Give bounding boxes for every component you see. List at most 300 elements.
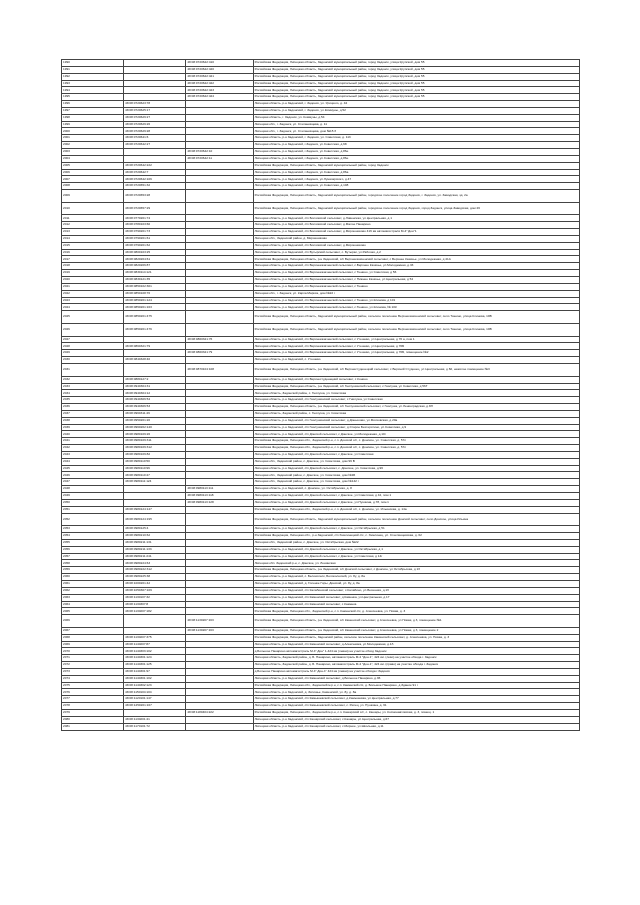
premise-cadastral-number-cell — [186, 121, 253, 128]
premise-cadastral-number-cell — [186, 655, 253, 662]
address-cell: Липецкая область, р-н Задонский, с/п Верхнеказаченский сельсовет, с Тюнино, ул.Клинова, д 101 — [253, 297, 579, 304]
cadastral-number-cell: 48:08:0720657:29 — [124, 202, 186, 215]
premise-cadastral-number-cell — [186, 539, 253, 546]
address-cell: Липецкая область, р-н Задонский, с/п Болховской сельсовет, д.Мирошниково 416 км автомагистраля М-4" Дон"1 — [253, 229, 579, 236]
row-number-cell: 2026 — [62, 323, 124, 336]
table-row — [62, 142, 580, 149]
cadastral-number-cell: 48:08:1140207:87 — [124, 641, 186, 648]
address-cell: Российская Федерация, Липецкая область, Задонский район, сельское поселение Каменский сельсовет, д. Алексеевка, ул. Новая, д. 3 — [253, 634, 579, 641]
address-cell: Российская Федерация, Липецкая область, Задонский муниципальный район, город Задонск, улица Крупской, дом 55 — [253, 66, 579, 73]
cadastral-number-cell: 48:08:0850108:76 — [124, 290, 186, 297]
premise-cadastral-number-cell — [186, 594, 253, 601]
premise-cadastral-number-cell — [186, 229, 253, 236]
premise-cadastral-number-cell — [186, 703, 253, 710]
premise-cadastral-number-cell: 48:08:1180404:222 — [186, 710, 253, 717]
row-number-cell: 2029 — [62, 350, 124, 357]
row-number-cell: 2012 — [62, 222, 124, 229]
table-row — [62, 513, 580, 526]
row-number-cell: 2023 — [62, 297, 124, 304]
cadastral-number-cell: 48:08:1130107:32 — [124, 594, 186, 601]
row-number-cell: 2046 — [62, 472, 124, 479]
row-number-cell: 2019 — [62, 270, 124, 277]
address-cell: Российская Федерация, Липецкая область, Задонский муниципальный район, городское поселение город Задонск, г. Задонск, ул. Заводская, зд. 2а — [253, 190, 579, 203]
cadastral-number-cell: 48:08:1140301:124 — [124, 655, 186, 662]
row-number-cell: 2067 — [62, 627, 124, 634]
premise-cadastral-number-cell — [186, 235, 253, 242]
row-number-cell: 2041 — [62, 438, 124, 445]
cadastral-number-cell: 48:08:1130207:375 — [124, 634, 186, 641]
premise-cadastral-number-cell — [186, 323, 253, 336]
row-number-cell: 2007 — [62, 176, 124, 183]
premise-cadastral-number-cell — [186, 526, 253, 533]
table-row — [62, 290, 580, 297]
cadastral-number-cell: 48:08:1140301:97 — [124, 668, 186, 675]
row-number-cell: 2075 — [62, 682, 124, 689]
table-row — [62, 479, 580, 486]
cadastral-number-cell: 48:08:0980210:62 — [124, 533, 186, 540]
cadastral-number-cell: 48:08:1050307:109 — [124, 587, 186, 594]
row-number-cell: 2045 — [62, 465, 124, 472]
cadastral-number-cell — [124, 94, 186, 101]
cadastral-number-cell: 48:08:0980110:50 — [124, 458, 186, 465]
table-row — [62, 526, 580, 533]
row-number-cell: 2004 — [62, 155, 124, 162]
table-row — [62, 641, 580, 648]
premise-cadastral-number-cell — [186, 682, 253, 689]
row-number-cell: 1998 — [62, 114, 124, 121]
row-number-cell: 2056 — [62, 546, 124, 553]
row-number-cell: 2062 — [62, 587, 124, 594]
row-number-cell: 2013 — [62, 229, 124, 236]
table-row — [62, 311, 580, 324]
row-number-cell: 2031 — [62, 363, 124, 376]
premise-cadastral-number-cell — [186, 567, 253, 574]
premise-cadastral-number-cell — [186, 601, 253, 608]
row-number-cell: 2071 — [62, 655, 124, 662]
table-row — [62, 682, 580, 689]
row-number-cell: 2073 — [62, 668, 124, 675]
row-number-cell: 2015 — [62, 242, 124, 249]
premise-cadastral-number-cell: 48:08:0980113:128 — [186, 499, 253, 506]
cadastral-number-cell — [124, 627, 186, 634]
row-number-cell: 2064 — [62, 601, 124, 608]
cadastral-number-cell: 48:08:0980211:241 — [124, 553, 186, 560]
premise-cadastral-number-cell: 48:08:0870104:108 — [186, 363, 253, 376]
table-row — [62, 451, 580, 458]
premise-cadastral-number-cell — [186, 553, 253, 560]
cadastral-number-cell: 48:08:0830121:35 — [124, 277, 186, 284]
row-number-cell: 2042 — [62, 445, 124, 452]
address-cell: Российская Федерация, Липецкая область, р-н Задонский, с/п Верхнеказаченский сельсовет, с Верхнее Казачье, ул Молодежная, д 41А — [253, 256, 579, 263]
row-number-cell: 2028 — [62, 343, 124, 350]
address-cell: Липецкая область, р-н Задонский, с/п Верхнеказаченский сельсовет, с Утешево, ул Центральная, д 70Б, помещение №2 — [253, 350, 579, 357]
address-cell: Российская Федерация, Липецкая обл., Задонский м.р.н, с.п. Каменский с/с, д. Большое Панарино, д.Здание 91 г — [253, 682, 579, 689]
table-row — [62, 390, 580, 397]
table-row — [62, 696, 580, 703]
premise-cadastral-number-cell — [186, 417, 253, 424]
premise-cadastral-number-cell — [186, 662, 253, 669]
row-number-cell: 2049 — [62, 493, 124, 500]
cadastral-number-cell: 48:08:0960311:49 — [124, 410, 186, 417]
table-row — [62, 135, 580, 142]
cadastral-number-cell: 48:08:0980211:131 — [124, 539, 186, 546]
table-row — [62, 594, 580, 601]
address-cell: Российская Федерация, Липецкая область, Задонский муниципальный район, сельское поселение Верхнеказаченский сельсовет, село Тюнино, улица Клинова, 10В — [253, 323, 579, 336]
property-table-body — [62, 60, 580, 731]
premise-cadastral-number-cell — [186, 183, 253, 190]
table-row — [62, 256, 580, 263]
cadastral-number-cell: 48:08:0980109:312 — [124, 445, 186, 452]
address-cell: Липецкая область, р-н Задонский, г.Задонск, ул.Луначарского, д.47 — [253, 176, 579, 183]
address-cell: Липецкая область, р-н Задонский, с/п Донской сельсовет, с Донское, ул.Молодежная, д.10г — [253, 431, 579, 438]
table-row — [62, 445, 580, 452]
address-cell: Липецкая область, р-н Задонский, с/п Болховской сельсовет, д.Ливенская, ул.Центральная, д.1 — [253, 215, 579, 222]
cadastral-number-cell: 48:08:0980125:4 — [124, 526, 186, 533]
row-number-cell: 2052 — [62, 513, 124, 526]
address-cell: Липецкая область, р-н Задонский, с/п Донской сельсовет, с Донское, ул Октябрьская, д 51 — [253, 526, 579, 533]
premise-cadastral-number-cell — [186, 668, 253, 675]
cadastral-number-cell — [124, 363, 186, 376]
cadastral-number-cell: 48:08:0720653:28 — [124, 190, 186, 203]
row-number-cell: 2051 — [62, 506, 124, 513]
row-number-cell: 2050 — [62, 499, 124, 506]
cadastral-number-cell — [124, 155, 186, 162]
premise-cadastral-number-cell: 48:08:0980113:118 — [186, 493, 253, 500]
document-page — [61, 59, 580, 731]
table-row — [62, 229, 580, 236]
premise-cadastral-number-cell — [186, 256, 253, 263]
table-row — [62, 304, 580, 311]
cadastral-number-cell: 48:08:0720651:32 — [124, 183, 186, 190]
cadastral-number-cell: 48:08:0950201:20 — [124, 417, 186, 424]
address-cell: Липецкая область, Задонский район, д. Б. Панарино, автомагистраль М-4 "Дон-1", 424 км. (право) на участке обхода г. Задонск — [253, 662, 579, 669]
row-number-cell: 2043 — [62, 451, 124, 458]
premise-cadastral-number-cell — [186, 202, 253, 215]
address-cell: Российская Федерация, Липецкая обл., р-н Задонский, с/п Хмелинецкий с/с, с. Хмелинец, ул. Стеклянцевская, д. 62 — [253, 533, 579, 540]
cadastral-number-cell: 48:08:0720642:222 — [124, 162, 186, 169]
row-number-cell: 2039 — [62, 424, 124, 431]
cadastral-number-cell: 48:08:0980124:147 — [124, 506, 186, 513]
address-cell: Липецкая область, р-н Задонский, с/п Калабинский сельсовет, с.Калабино, ул.Весенняя, д.1б — [253, 587, 579, 594]
table-row — [62, 675, 580, 682]
premise-cadastral-number-cell — [186, 472, 253, 479]
row-number-cell: 1996 — [62, 101, 124, 108]
table-row — [62, 215, 580, 222]
cadastral-number-cell — [124, 73, 186, 80]
premise-cadastral-number-cell — [186, 648, 253, 655]
address-cell: Липецкая область, р-н Задонский, д. Голенке Горы, Донской, ул. 8у, д. 8а — [253, 580, 579, 587]
cadastral-number-cell: 48:08:0940306:53 — [124, 404, 186, 411]
address-cell: Липецкая обл., г. Задонск, ул. Карла Маркса, дом №22 г — [253, 290, 579, 297]
table-row — [62, 376, 580, 383]
premise-cadastral-number-cell — [186, 404, 253, 411]
row-number-cell: 2011 — [62, 215, 124, 222]
table-row — [62, 270, 580, 277]
premise-cadastral-number-cell — [186, 304, 253, 311]
address-cell: Липецкая область, р-н Задонский, г. Задонск, ул. Урицкого, д. 42 — [253, 101, 579, 108]
premise-cadastral-number-cell — [186, 479, 253, 486]
row-number-cell: 2080 — [62, 716, 124, 723]
row-number-cell: 1991 — [62, 66, 124, 73]
table-row — [62, 472, 580, 479]
address-cell: Липецкая область, р-н Задонский, с/п Донской сельсовет, с Донское, ул Советская — [253, 451, 579, 458]
premise-cadastral-number-cell: 48:08:0720622:423 — [186, 87, 253, 94]
row-number-cell: 2021 — [62, 283, 124, 290]
table-row — [62, 560, 580, 567]
cadastral-number-cell: 48:08:0840328:40 — [124, 357, 186, 364]
row-number-cell: 1999 — [62, 121, 124, 128]
cadastral-number-cell — [124, 499, 186, 506]
address-cell: Липецкая область, р-н Задонский, с/п Кашарский сельсовет, с.Мирное, ул.Школьная, д.11 — [253, 723, 579, 730]
address-cell: Липецкая область, р-н Задонский, с/п Каменский сельсовет, д.Каменка, ул.Центральная, д.17 — [253, 594, 579, 601]
premise-cadastral-number-cell: 48:08:0720622:422 — [186, 80, 253, 87]
row-number-cell: 2017 — [62, 256, 124, 263]
cadastral-number-cell: 48:08:0720629:26 — [124, 121, 186, 128]
cadastral-number-cell: 48:08:0720641:6 — [124, 135, 186, 142]
table-row — [62, 397, 580, 404]
table-row — [62, 574, 580, 581]
cadastral-number-cell: 48:08:1130207:182 — [124, 608, 186, 615]
row-number-cell: 2016 — [62, 249, 124, 256]
premise-cadastral-number-cell — [186, 634, 253, 641]
table-row — [62, 424, 580, 431]
row-number-cell: 2040 — [62, 431, 124, 438]
cadastral-number-cell — [124, 486, 186, 493]
address-cell: д.Большое Панарино автомагистраль М-4" Дон" 1-424 км (левая) на участке обход Задонск — [253, 648, 579, 655]
premise-cadastral-number-cell — [186, 242, 253, 249]
address-cell: Липецкая область, р-н Задонский, с/п Каменский сельсовет, д.Алексеевка, ул.Молодежная, д.1б — [253, 641, 579, 648]
cadastral-number-cell: 48:08:1150104:104 — [124, 689, 186, 696]
address-cell: Липецкая обл., г. Задонск, ул. Степановцева, д. 11 — [253, 121, 579, 128]
cadastral-number-cell: 48:08:1140301:125 — [124, 662, 186, 669]
address-cell: Липецкая область, р-н Задонский, с/п Кашарский сельсовет, с.Кашары, ул.Центральная, д.67 — [253, 716, 579, 723]
table-row — [62, 580, 580, 587]
address-cell: Липецкая область, р-н Задонский, г.Задонск, ул.Советская, д.108 — [253, 183, 579, 190]
row-number-cell: 2014 — [62, 235, 124, 242]
cadastral-number-cell: 48:08:0940304:31 — [124, 383, 186, 390]
address-cell: Липецкая область, р-н Задонский, с/п Болховской сельсовет, д.Малое Панарино — [253, 222, 579, 229]
cadastral-number-cell: 48:08:0850201:163 — [124, 304, 186, 311]
row-number-cell: 2047 — [62, 479, 124, 486]
table-row — [62, 533, 580, 540]
cadastral-number-cell: 48:08:0850201:476 — [124, 323, 186, 336]
row-number-cell: 2002 — [62, 142, 124, 149]
premise-cadastral-number-cell — [186, 675, 253, 682]
premise-cadastral-number-cell — [186, 222, 253, 229]
address-cell: Российская Федерация, Липецкая область, р-н Задонский, с/п Донской сельсовет, с Донское, ул Октябрьская, д 1б — [253, 567, 579, 574]
premise-cadastral-number-cell — [186, 311, 253, 324]
cadastral-number-cell: 48:08:0820204:61 — [124, 256, 186, 263]
row-number-cell: 2000 — [62, 128, 124, 135]
table-row — [62, 176, 580, 183]
table-row — [62, 114, 580, 121]
cadastral-number-cell: 48:08:0980110:47 — [124, 472, 186, 479]
cadastral-number-cell: 48:08:0980225:38 — [124, 574, 186, 581]
address-cell: Российская Федерация, Липецкая область, р-н Задонский, с/п Гнилушинский сельсовет, с Гнилуша, ул.Ленинградская, д.8Л — [253, 404, 579, 411]
table-row — [62, 263, 580, 270]
table-row — [62, 383, 580, 390]
cadastral-number-cell — [124, 148, 186, 155]
table-row — [62, 465, 580, 472]
table-row — [62, 66, 580, 73]
address-cell: Липецкая область, г. Задонск, ул. Коммуны, д.54 — [253, 114, 579, 121]
row-number-cell: 2069 — [62, 641, 124, 648]
table-row — [62, 615, 580, 628]
table-row — [62, 121, 580, 128]
address-cell: Липецкая область, р-н Задонский, с/п Донской сельсовет, с Донское, ул Советская, д 42, пом 1 — [253, 493, 579, 500]
cadastral-number-cell: 48:08:1170101:72 — [124, 723, 186, 730]
address-cell: Липецкая обл., Задонский район, с. Донское, ул. Советская, дом №142 г — [253, 479, 579, 486]
premise-cadastral-number-cell: 48:08:0720622:421 — [186, 73, 253, 80]
premise-cadastral-number-cell: 48:08:0720622:410 — [186, 60, 253, 67]
premise-cadastral-number-cell: 48:08:1130207:163 — [186, 615, 253, 628]
address-cell: Липецкая область, р-н Задонский, с/п Каменский сельсовет, с Каменка — [253, 601, 579, 608]
table-row — [62, 60, 580, 67]
address-cell: Российская Федерация, Липецкая область, р-н Задонский, с/п Каменский сельсовет, д Алексеевка, ул Новая, д 3, помещение 2 — [253, 627, 579, 634]
address-cell: Липецкая область, р-н Задонский, с/п Каменский сельсовет, д.Большое Панарино, д.96 — [253, 675, 579, 682]
table-row — [62, 587, 580, 594]
premise-cadastral-number-cell — [186, 587, 253, 594]
premise-cadastral-number-cell — [186, 696, 253, 703]
table-row — [62, 546, 580, 553]
address-cell: Липецкая область, р-н Задонский, с/п Гнилушинский сельсовет, д.Донышово, ул.Московская, д.20а — [253, 417, 579, 424]
cadastral-number-cell: 48:08:0980109:26 — [124, 431, 186, 438]
cadastral-number-cell: 48:08:1130307:8 — [124, 601, 186, 608]
table-row — [62, 662, 580, 669]
premise-cadastral-number-cell — [186, 142, 253, 149]
table-row — [62, 283, 580, 290]
address-cell: Липецкая обл., г. Задонск, ул. Степановцева, дом №15 б — [253, 128, 579, 135]
row-number-cell: 2009 — [62, 190, 124, 203]
address-cell: Липецкая область, р-н Задонский, г. Задонск, ул.Коммуны, д.52 — [253, 107, 579, 114]
premise-cadastral-number-cell — [186, 465, 253, 472]
cadastral-number-cell: 48:08:0980222:312 — [124, 567, 186, 574]
address-cell: Липецкая обл., Задонский район, д. Мирошниково — [253, 235, 579, 242]
row-number-cell: 2059 — [62, 567, 124, 574]
cadastral-number-cell: 48:08:1140303:102 — [124, 648, 186, 655]
address-cell: Липецкая область, р-н Задонский, с. Донское, ул. Октябрьская, д. 8 — [253, 486, 579, 493]
row-number-cell: 2061 — [62, 580, 124, 587]
premise-cadastral-number-cell — [186, 445, 253, 452]
row-number-cell: 2055 — [62, 539, 124, 546]
address-cell: Российская Федерация, Липецкая область, Задонский муниципальный район, городское поселение город Задонск, город Задонск, улица Заводская, дом 26 — [253, 202, 579, 215]
premise-cadastral-number-cell: 48:08:1130207:163 — [186, 627, 253, 634]
address-cell: Липецкая область, р-н Задонский, г.Задонск, ул.Советская, д.86е — [253, 155, 579, 162]
row-number-cell: 2020 — [62, 277, 124, 284]
table-row — [62, 87, 580, 94]
premise-cadastral-number-cell — [186, 560, 253, 567]
premise-cadastral-number-cell — [186, 716, 253, 723]
address-cell: Липецкая область, р-н Задонский, с/п Донской сельсовет, с Донское, ул Октябрьская, д 1 — [253, 546, 579, 553]
row-number-cell: 2044 — [62, 458, 124, 465]
premise-cadastral-number-cell — [186, 397, 253, 404]
table-row — [62, 567, 580, 574]
premise-cadastral-number-cell — [186, 424, 253, 431]
address-cell: Российская Федерация, Липецкая обл., Задонский р-н, с.п. Донской с/с, с. Донское, ул. Советская, д. 57л — [253, 438, 579, 445]
premise-cadastral-number-cell — [186, 574, 253, 581]
cadastral-number-cell — [124, 493, 186, 500]
cadastral-number-cell — [124, 350, 186, 357]
premise-cadastral-number-cell — [186, 641, 253, 648]
row-number-cell: 2005 — [62, 162, 124, 169]
premise-cadastral-number-cell: 48:08:0720622:420 — [186, 66, 253, 73]
address-cell: Липецкая область, р-н Задонский, г.Задонск, ул.Советская, д.68 — [253, 142, 579, 149]
row-number-cell: 2063 — [62, 594, 124, 601]
address-cell: Российская Федерация, Липецкая область, Задонский муниципальный район, сельское поселение Верхнеказаченский сельсовет, село Тюнино, улица Клинова, 10В — [253, 311, 579, 324]
table-row — [62, 249, 580, 256]
table-row — [62, 128, 580, 135]
premise-cadastral-number-cell — [186, 283, 253, 290]
table-row — [62, 627, 580, 634]
address-cell: Липецкая область, р-н Задонский, с/п Верхнестуденецкий сельсовет, с Конино — [253, 376, 579, 383]
address-cell: Липецкая область, р-н Задонский, с/п Верхнеказаченский сельсовет, с.Верхнее Казачье, ул.Молодежная, д.33 — [253, 263, 579, 270]
row-number-cell: 2079 — [62, 710, 124, 717]
row-number-cell: 2058 — [62, 560, 124, 567]
cadastral-number-cell: 48:08:0820206:87 — [124, 263, 186, 270]
cadastral-number-cell: 48:08:0720629:28 — [124, 128, 186, 135]
table-row — [62, 539, 580, 546]
table-row — [62, 553, 580, 560]
cadastral-number-cell: 48:08:0940306:54 — [124, 397, 186, 404]
premise-cadastral-number-cell — [186, 376, 253, 383]
table-row — [62, 438, 580, 445]
cadastral-number-cell: 48:08:0770201:74 — [124, 215, 186, 222]
table-row — [62, 655, 580, 662]
premise-cadastral-number-cell — [186, 458, 253, 465]
premise-cadastral-number-cell — [186, 506, 253, 513]
row-number-cell: 2048 — [62, 486, 124, 493]
cadastral-number-cell: 48:08:0780103:60 — [124, 222, 186, 229]
table-row — [62, 486, 580, 493]
row-number-cell: 2027 — [62, 336, 124, 343]
table-row — [62, 148, 580, 155]
premise-cadastral-number-cell — [186, 162, 253, 169]
cadastral-number-cell: 48:08:0860321:79 — [124, 343, 186, 350]
cadastral-number-cell: 48:08:0980124:195 — [124, 513, 186, 526]
cadastral-number-cell: 48:08:1140301:102 — [124, 675, 186, 682]
address-cell: Российская Федерация, Липецкая область, р-н Задонский, с/п Каменский сельсовет, д Алексеевка, ул Новая, д 3, помещение №1 — [253, 615, 579, 628]
address-cell: Липецкая область, р-н Задонский, с/п Донской сельсовет, с Донское, ул.Пушкина, д.78, пом.1 — [253, 499, 579, 506]
premise-cadastral-number-cell — [186, 357, 253, 364]
table-row — [62, 101, 580, 108]
address-cell: Липецкая область, р-н Задонский, д. Затишье, Каменский, ул. 8у, д. 8а — [253, 689, 579, 696]
table-row — [62, 608, 580, 615]
row-number-cell: 2010 — [62, 202, 124, 215]
row-number-cell: 2024 — [62, 304, 124, 311]
table-row — [62, 107, 580, 114]
address-cell: Липецкая область, р-н Задонский, с/п Камышевский сельсовет, д.Камышевка, ул.Центральная, д.77 — [253, 696, 579, 703]
cadastral-number-cell: 48:08:0720642:106 — [124, 176, 186, 183]
row-number-cell: 2032 — [62, 376, 124, 383]
table-row — [62, 417, 580, 424]
premise-cadastral-number-cell — [186, 533, 253, 540]
cadastral-number-cell: 48:08:0850102:301 — [124, 283, 186, 290]
cadastral-number-cell: 48:08:1120101:147 — [124, 696, 186, 703]
cadastral-number-cell: 48:08:0980110:96 — [124, 465, 186, 472]
premise-cadastral-number-cell — [186, 689, 253, 696]
address-cell: Липецкая область, р-н Задонский, с. Белоколеск, Белоколеский, ул. 8у, д. 8а — [253, 574, 579, 581]
premise-cadastral-number-cell — [186, 410, 253, 417]
row-number-cell: 2077 — [62, 696, 124, 703]
premise-cadastral-number-cell — [186, 128, 253, 135]
row-number-cell: 2030 — [62, 357, 124, 364]
address-cell: д.Большое Панарино автомагистраль М-4" Дон-1" 424 км (левая) на участке обхода г.Задонск — [253, 668, 579, 675]
address-cell: Российская Федерация, Липецкая обл., Задонский р-н, с.п. Каменский с/с, д. Алексеевка, ул. Новая, д. 3 — [253, 608, 579, 615]
row-number-cell: 2038 — [62, 417, 124, 424]
cadastral-number-cell: 48:08:0720629:27 — [124, 114, 186, 121]
premise-cadastral-number-cell — [186, 343, 253, 350]
table-row — [62, 222, 580, 229]
